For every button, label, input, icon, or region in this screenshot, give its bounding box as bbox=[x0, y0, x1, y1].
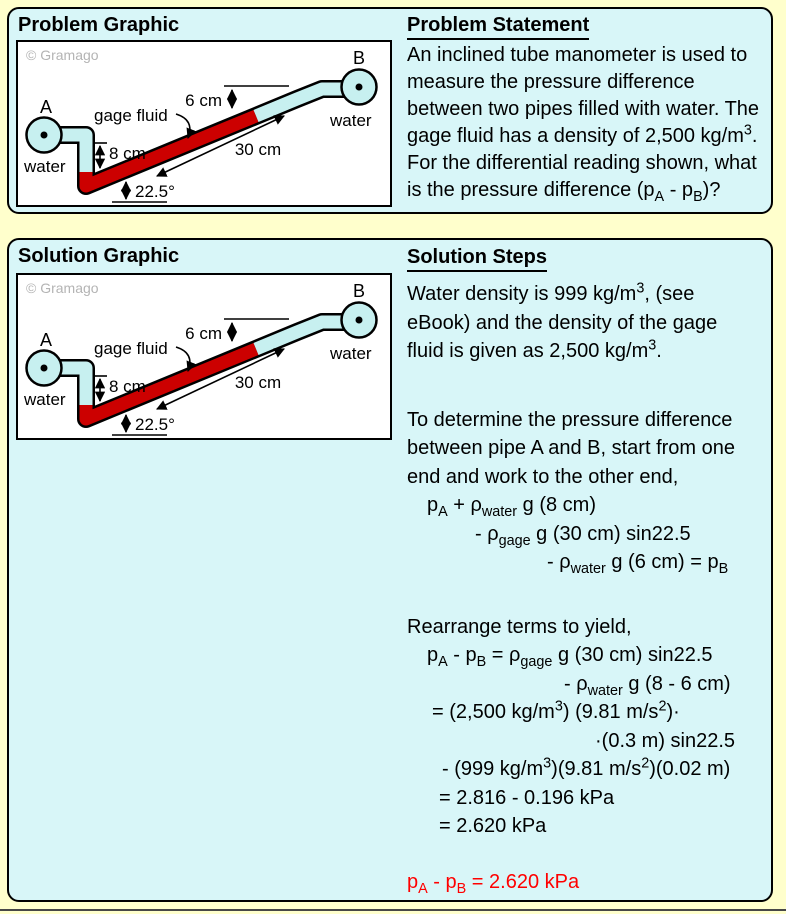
watermark: © Gramago bbox=[26, 280, 99, 296]
svg-text:gage fluid: gage fluid bbox=[94, 106, 168, 125]
text-line: $p_A - p_B = \rho_{gage}$ g (30 cm) sin22.5 bbox=[427, 644, 713, 670]
problem-panel bbox=[7, 7, 773, 214]
text-line: To determine the pressure difference bbox=[407, 408, 733, 431]
text-line: An inclined tube manometer is used to bbox=[407, 44, 748, 66]
water-label-b: water bbox=[330, 111, 372, 130]
svg-text:22.5°: 22.5° bbox=[135, 415, 175, 434]
pipe-a bbox=[27, 118, 62, 153]
solution-graphic-title: Solution Graphic bbox=[18, 245, 180, 267]
text-line: is the pressure difference $(p_A - p_B)$? bbox=[407, 179, 721, 205]
svg-text:30 cm: 30 cm bbox=[234, 140, 282, 159]
svg-text:30 cm: 30 cm bbox=[234, 373, 282, 392]
text-line: - $\rho_{gage}$ g (30 cm) sin22.5 bbox=[475, 522, 691, 549]
text-line: = 2.620 kPa bbox=[439, 815, 547, 837]
pipe-b-label: B bbox=[352, 281, 366, 301]
svg-text:8 cm: 8 cm bbox=[109, 144, 146, 163]
solution-panel bbox=[7, 238, 773, 902]
text-line: Water density is 999 $kg/m^3$, (see bbox=[407, 280, 695, 305]
solution-steps-title: Solution Steps bbox=[407, 246, 547, 272]
dimension-angle bbox=[112, 415, 175, 435]
gage-fluid-callout bbox=[94, 106, 190, 138]
text-line: = 2.816 - 0.196 kPa bbox=[439, 786, 615, 809]
text-line: = (2,500 $kg/m^3$) (9.81 $m/s^2)\cdot$ bbox=[432, 698, 680, 723]
problem-statement-text bbox=[407, 42, 779, 204]
svg-text:22.5°: 22.5° bbox=[135, 182, 175, 201]
pipe-a-label: A bbox=[39, 97, 53, 117]
pipe-b-label: B bbox=[352, 48, 366, 68]
svg-text:6 cm: 6 cm bbox=[185, 324, 222, 343]
text-line: fluid is given as 2,500 $kg/m^3$. bbox=[407, 337, 662, 362]
solution-graphic-box bbox=[16, 273, 392, 440]
text-line: For the differential reading shown, what bbox=[407, 152, 757, 174]
problem-graphic-title: Problem Graphic bbox=[18, 14, 180, 36]
text-line: end and work to the other end, bbox=[407, 465, 679, 488]
pipe-a-label: A bbox=[39, 330, 53, 350]
svg-text:8 cm: 8 cm bbox=[109, 377, 146, 396]
gage-fluid-callout bbox=[94, 339, 190, 371]
pipe-b bbox=[342, 70, 377, 105]
dimension-angle bbox=[112, 182, 175, 202]
text-line: eBook) and the density of the gage bbox=[407, 311, 718, 334]
text-line: between two pipes filled with water. The bbox=[407, 98, 760, 120]
svg-text:gage fluid: gage fluid bbox=[94, 339, 168, 358]
pipe-a bbox=[27, 351, 62, 386]
text-line: ·(0.3 m) sin22.5 bbox=[595, 729, 736, 752]
water-label-a: water bbox=[24, 157, 66, 176]
text-line: $p_A + \rho_{water}$ g (8 cm) bbox=[427, 494, 597, 520]
text-line: - (999 $kg/m^3)(9.81$ $m/s^2)(0.02$ m) bbox=[442, 755, 731, 780]
problem-graphic-box bbox=[16, 40, 392, 207]
pipe-b bbox=[342, 303, 377, 338]
manometer-diagram bbox=[18, 275, 390, 438]
text-line: - $\rho_{water}$ g (6 $cm) = p_B$ bbox=[547, 551, 729, 577]
svg-text:6 cm: 6 cm bbox=[185, 91, 222, 110]
water-label-b: water bbox=[330, 344, 372, 363]
window-bottom-edge bbox=[0, 909, 786, 911]
water-label-a: water bbox=[24, 390, 66, 409]
solution-steps-text bbox=[407, 280, 779, 896]
text-line: - $\rho_{water}$ g (8 - 6 cm) bbox=[564, 672, 731, 699]
text-line: gage fluid has a density of 2,500 $kg/m^3$. bbox=[407, 122, 758, 147]
text-line: measure the pressure difference bbox=[407, 71, 695, 93]
watermark: © Gramago bbox=[26, 47, 99, 63]
problem-statement-title: Problem Statement bbox=[407, 14, 589, 40]
text-line: Rearrange terms to yield, bbox=[407, 615, 632, 638]
text-line: between pipe A and B, start from one bbox=[407, 437, 735, 459]
text-line: $p_A - p_B = 2.620$ kPa bbox=[407, 870, 580, 897]
manometer-diagram bbox=[18, 42, 390, 205]
